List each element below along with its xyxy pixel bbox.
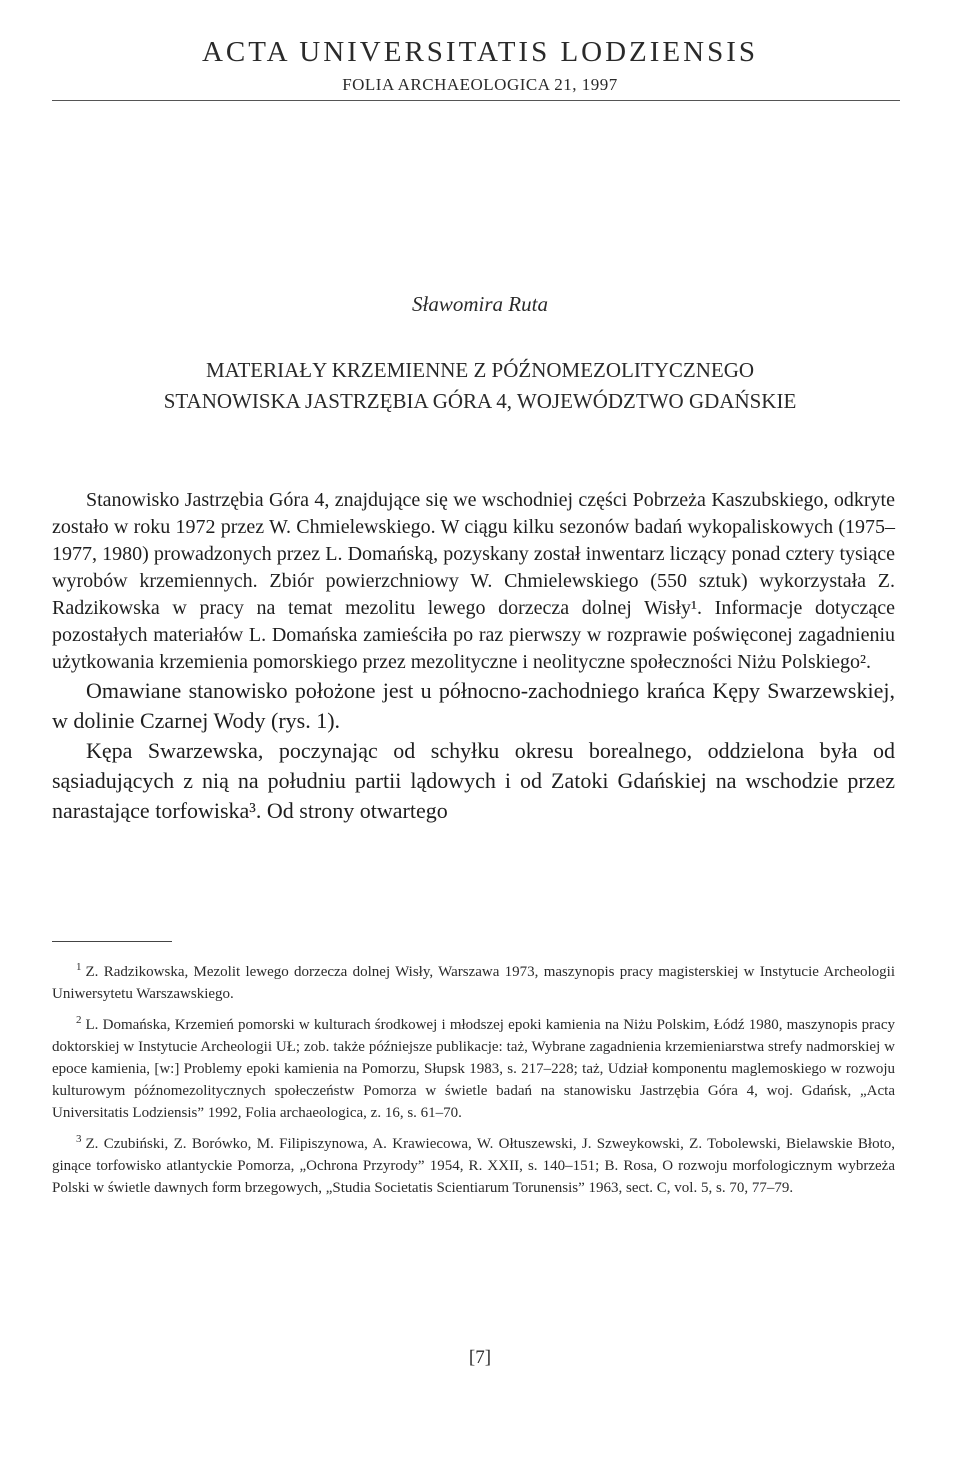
journal-title: ACTA UNIVERSITATIS LODZIENSIS (201, 36, 758, 68)
article-title (0, 355, 960, 417)
article-author: Sławomira Ruta (412, 292, 548, 316)
footnote-text: L. Domańska, Krzemień pomorski w kulturach środkowej i młodszej epoki kamienia na Niżu Polskim, Łódź 1980, maszynopis pracy doktorskiej w Instytucie Archeologii UŁ; zob. także późniejsze publikacje: taż, Wybrane zagadnienia krzemieniarstwa strefy nadmorskiej w epoce kamienia, [w:] Problemy epoki kamienia na Pomorzu, Słupsk 1983, s. 217–228; taż, Udział komponentu maglemoskiego w rozwoju kulturowym późnomezolitycznych społeczeństw Pomorza w świetle badań na stanowisku Jastrzębia Góra 4, woj. Gdańsk, „Acta Universitatis Lodziensis” 1992, Folia archaeologica, z. 16, s. 61–70. (52, 1017, 895, 1121)
body-paragraph-3: Kępa Swarzewska, poczynając od schyłku okresu borealnego, oddzielona była od sąsiadujących z nią na południu partii lądowych i od Zatoki Gdańskiej na wschodzie przez narastające torfowiska³. Od strony otwartego (52, 738, 895, 823)
article-body (52, 487, 895, 826)
footnote-number: 1 (76, 961, 82, 973)
journal-series: FOLIA ARCHAEOLOGICA 21, 1997 (342, 75, 618, 94)
body-paragraph-2: Omawiane stanowisko położone jest u północno-zachodniego krańca Kępy Swarzewskiej, w dolinie Czarnej Wody (rys. 1). (52, 678, 895, 733)
footnote-rule (52, 941, 172, 942)
footnote-3 (52, 1128, 895, 1199)
page-number: [7] (468, 1347, 492, 1368)
title-line-2: STANOWISKA JASTRZĘBIA GÓRA 4, WOJEWÓDZTWO GDAŃSKIE (163, 389, 797, 413)
footnote-1 (52, 956, 895, 1005)
footnote-text: Z. Radzikowska, Mezolit lewego dorzecza dolnej Wisły, Warszawa 1973, maszynopis pracy magisterskiej w Instytucie Archeologii Uniwersytetu Warszawskiego. (52, 964, 895, 1002)
footnote-number: 2 (76, 1014, 82, 1026)
body-paragraph-1: Stanowisko Jastrzębia Góra 4, znajdujące się we wschodniej części Pobrzeża Kaszubskiego, odkryte zostało w roku 1972 przez W. Chmielewskiego. W ciągu kilku sezonów badań wykopaliskowych (1975–1977, 1980) prowadzonych przez L. Domańską, pozyskany został inwentarz liczący ponad cztery tysiące wyrobów krzemiennych. Zbiór powierzchniowy W. Chmielewskiego (550 sztuk) wykorzystała Z. Radzikowska w pracy na temat mezolitu lewego dorzecza dolnej Wisły¹. Informacje dotyczące pozostałych materiałów L. Domańska zamieściła po raz pierwszy w rozprawie poświęconej zagadnieniu użytkowania krzemienia pomorskiego przez mezolityczne i neolityczne społeczności Niżu Polskiego². (52, 489, 895, 673)
footnotes (52, 956, 895, 1203)
footnote-2 (52, 1009, 895, 1124)
footnote-number: 3 (76, 1133, 82, 1145)
header-rule (52, 100, 900, 101)
title-line-1: MATERIAŁY KRZEMIENNE Z PÓŹNOMEZOLITYCZNEGO (205, 358, 755, 382)
footnote-text: Z. Czubiński, Z. Borówko, M. Filipiszynowa, A. Krawiecowa, W. Ołtuszewski, J. Szweykowski, Z. Tobolewski, Bielawskie Błoto, ginące torfowisko atlantyckie Pomorza, „Ochrona Przyrody” 1954, R. XXII, s. 140–151; B. Rosa, O rozwoju morfologicznym wybrzeża Polski w świetle dawnych form brzegowych, „Studia Societatis Scientiarum Torunensis” 1963, sect. C, vol. 5, s. 70, 77–79. (52, 1136, 895, 1196)
